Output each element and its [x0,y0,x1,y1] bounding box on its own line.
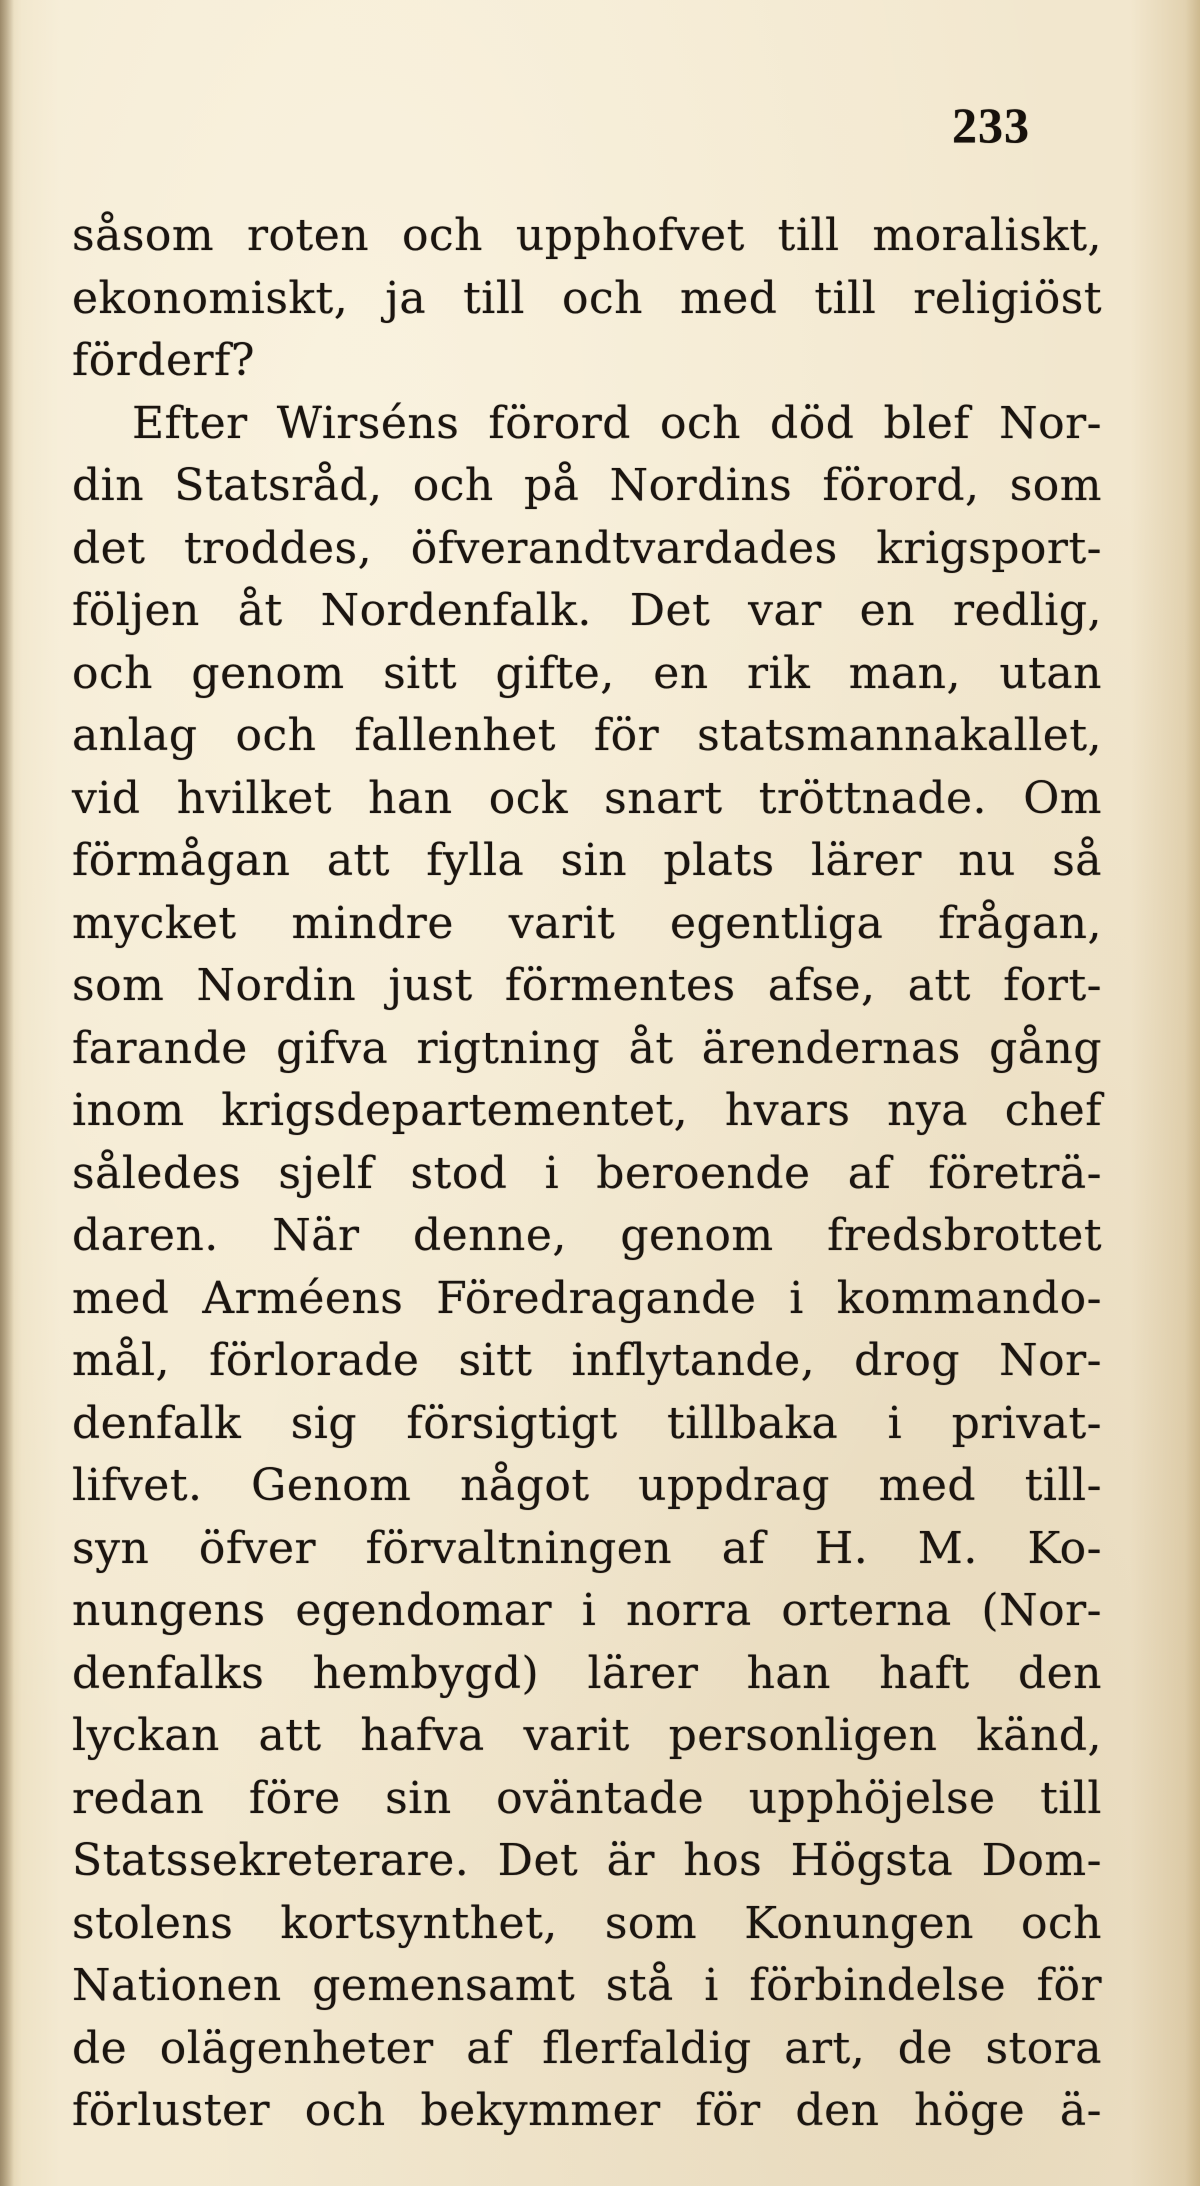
text-line: syn öfver förvaltningen af H. M. Ko- [72,1522,1102,1574]
text-line: förderf? [72,335,255,386]
text-line: nungens egendomar i norra orterna (Nor- [72,1585,1102,1636]
text-line: din Statsråd, och på Nordins förord, som [72,460,1102,511]
text-line: de olägenheter af flerfaldig art, de stora [72,2022,1102,2074]
text-line: förluster och bekymmer för den höge ä- [72,2085,1102,2136]
text-line: följen åt Nordenfalk. Det var en redlig, [72,585,1102,636]
text-line: mål, förlorade sitt inflytande, drog Nor- [72,1335,1102,1386]
text-line: Efter Wirséns förord och död blef Nor- [132,397,1102,449]
text-line: det troddes, öfverandtvardades krigsport- [72,522,1102,574]
text-line: vid hvilket han ock snart tröttnade. Om [72,772,1102,824]
text-line: Statssekreterare. Det är hos Högsta Dom- [72,1835,1102,1886]
text-line: redan före sin oväntade upphöjelse till [72,1772,1102,1824]
text-line: daren. När denne, genom fredsbrottet [72,1210,1102,1261]
text-line: som Nordin just förmentes afse, att fort- [72,960,1102,1011]
text-line: lyckan att hafva varit personligen känd, [72,1710,1102,1761]
body-text [72,205,1102,2143]
text-line: inom krigsdepartementet, hvars nya chef [72,1085,1102,1136]
text-line: denfalks hembygd) lärer han haft den [72,1647,1102,1699]
page-number: 233 [952,97,1030,153]
text-line: såsom roten och upphofvet till moraliskt, [72,210,1102,261]
text-line: Nationen gemensamt stå i förbindelse för [72,1960,1102,2011]
text-line: anlag och fallenhet för statsmannakallet, [72,710,1102,761]
text-line: denfalk sig försigtigt tillbaka i privat- [72,1397,1102,1449]
text-line: ekonomiskt, ja till och med till religiöst [72,272,1102,324]
text-line: och genom sitt gifte, en rik man, utan [72,647,1102,699]
text-line: farande gifva rigtning åt ärendernas gång [72,1022,1102,1074]
text-line: således sjelf stod i beroende af företrä- [72,1147,1102,1199]
text-line: förmågan att fylla sin plats lärer nu så [72,835,1102,886]
text-line: mycket mindre varit egentliga frågan, [72,897,1102,949]
text-line: stolens kortsynthet, som Konungen och [72,1897,1102,1949]
text-line: lifvet. Genom något uppdrag med till- [72,1460,1102,1511]
text-line: med Arméens Föredragande i kommando- [72,1272,1102,1324]
